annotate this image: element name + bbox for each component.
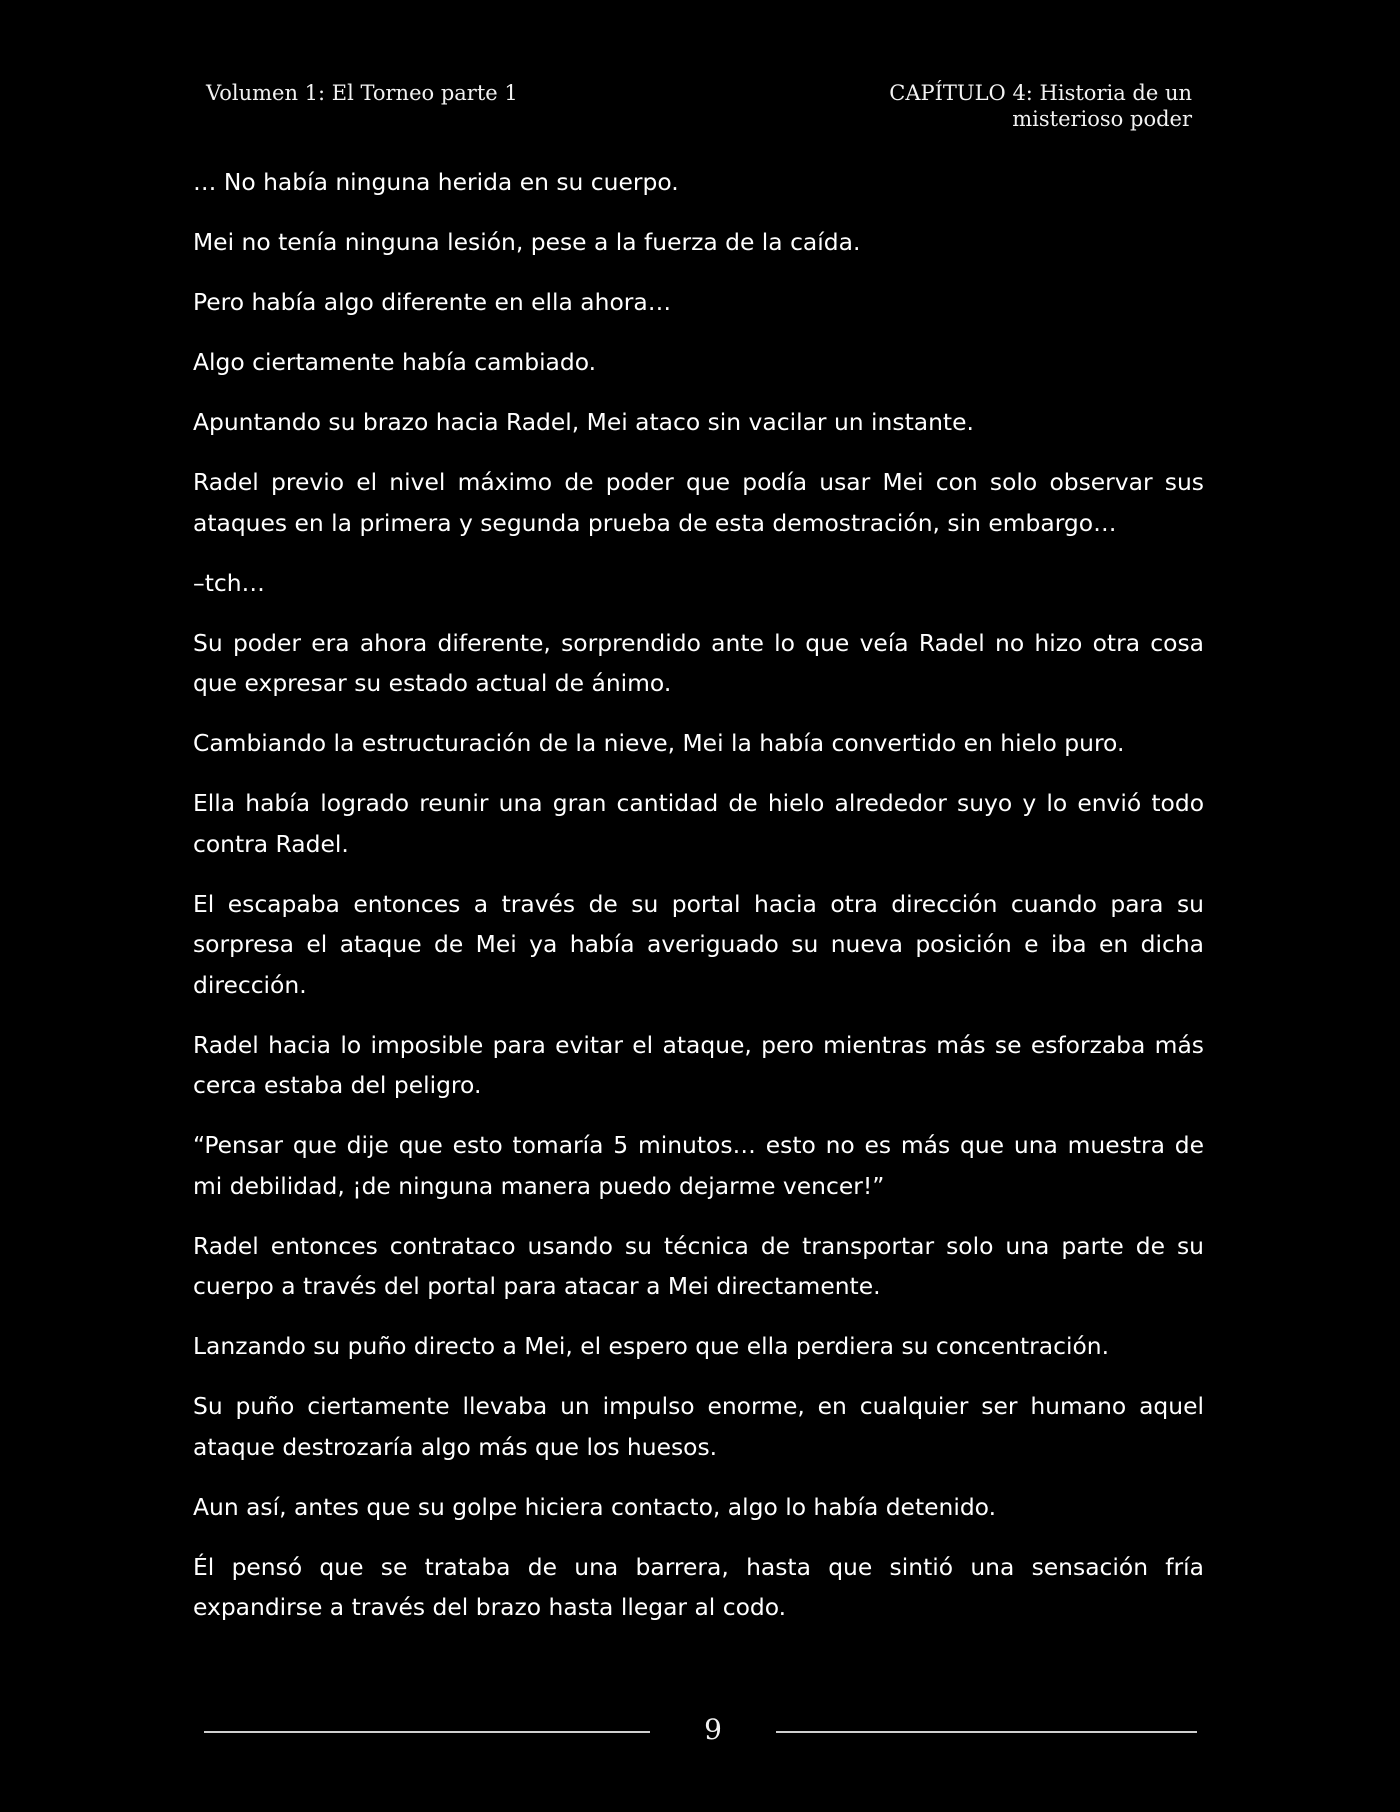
chapter-body xyxy=(193,162,1204,1647)
paragraph: Ella había logrado reunir una gran cantidad de hielo alrededor suyo y lo envió todo contra Radel. xyxy=(193,789,1204,858)
page-number: 9 xyxy=(704,1713,722,1746)
paragraph: Aun así, antes que su golpe hiciera contacto, algo lo había detenido. xyxy=(193,1492,997,1521)
paragraph: Su poder era ahora diferente, sorprendido ante lo que veía Radel no hizo otra cosa que expresar su estado actual de ánimo. xyxy=(193,628,1204,697)
paragraph: Radel entonces contrataco usando su técnica de transportar solo una parte de su cuerpo a través del portal para atacar a Mei directamente. xyxy=(193,1231,1204,1300)
paragraph: Algo ciertamente había cambiado. xyxy=(193,348,597,376)
paragraph: Su puño ciertamente llevaba un impulso enorme, en cualquier ser humano aquel ataque destrozaría algo más que los huesos. xyxy=(193,1392,1204,1461)
chapter-title: CAPÍTULO 4: Historia de un misterioso poder xyxy=(889,81,1192,131)
volume-title: Volumen 1: El Torneo parte 1 xyxy=(206,81,518,105)
paragraph: “Pensar que dije que esto tomaría 5 minutos… esto no es más que una muestra de mi debilidad, ¡de ninguna manera puedo dejarme vencer!” xyxy=(193,1131,1204,1200)
paragraph: Él pensó que se trataba de una barrera, hasta que sintió una sensación fría expandirse a través del brazo hasta llegar al codo. xyxy=(193,1552,1204,1621)
paragraph: Mei no tenía ninguna lesión, pese a la fuerza de la caída. xyxy=(193,228,861,256)
paragraph: Lanzando su puño directo a Mei, el espero que ella perdiera su concentración. xyxy=(193,1332,1110,1360)
footer-rule-right xyxy=(776,1731,1197,1733)
paragraph: Radel hacia lo imposible para evitar el ataque, pero mientras más se esforzaba más cerca estaba del peligro. xyxy=(193,1030,1204,1099)
paragraph: … No había ninguna herida en su cuerpo. xyxy=(193,168,679,196)
paragraph: Cambiando la estructuración de la nieve, Mei la había convertido en hielo puro. xyxy=(193,729,1125,757)
page-footer xyxy=(0,1710,1400,1750)
footer-rule-left xyxy=(204,1731,650,1733)
paragraph: El escapaba entonces a través de su portal hacia otra dirección cuando para su sorpresa el ataque de Mei ya había averiguado su nueva posición e iba en dicha dirección. xyxy=(193,889,1204,999)
paragraph: Radel previo el nivel máximo de poder que podía usar Mei con solo observar sus ataques en la primera y segunda prueba de esta demostración, sin embargo… xyxy=(193,468,1204,537)
paragraph: Apuntando su brazo hacia Radel, Mei ataco sin vacilar un instante. xyxy=(193,408,974,436)
paragraph: –tch… xyxy=(193,568,265,597)
paragraph: Pero había algo diferente en ella ahora… xyxy=(193,288,672,316)
